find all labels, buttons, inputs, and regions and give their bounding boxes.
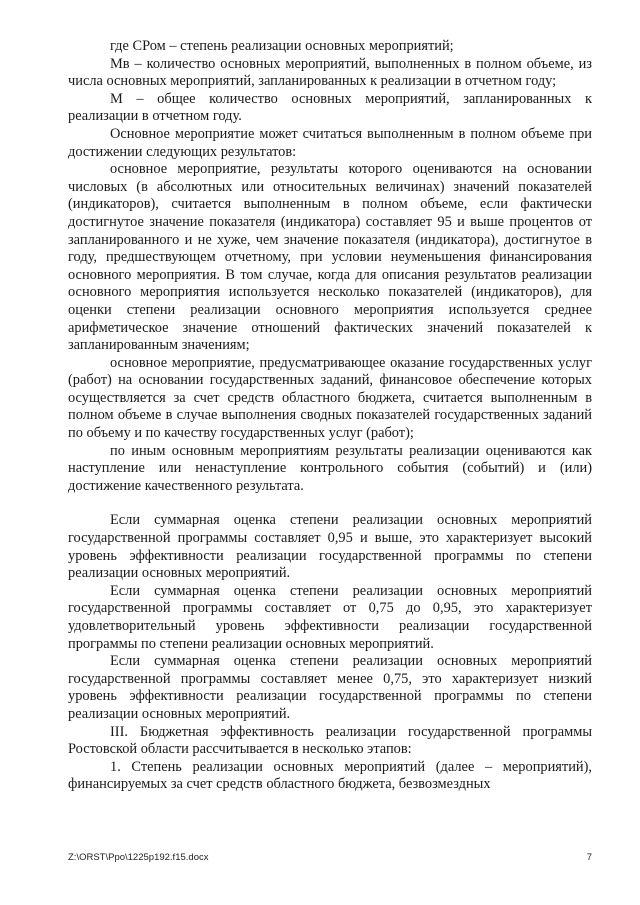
paragraph-satisfactory-efficiency: Если суммарная оценка степени реализации основных мероприятий государственной программы составляет от 0,75 до 0,95, это характеризует удовлетворительный уровень эффективности реализации государственной программы по степени реализации основных мероприятий. — [68, 582, 592, 652]
paragraph-gap — [68, 495, 592, 512]
page-footer — [68, 852, 592, 866]
paragraph-high-efficiency: Если суммарная оценка степени реализации основных мероприятий государственной программы составляет 0,95 и выше, это характеризует высокий уровень эффективности реализации государственной программы по степени реализации основных мероприятий. — [68, 512, 592, 582]
document-body — [68, 38, 592, 794]
paragraph-low-efficiency: Если суммарная оценка степени реализации основных мероприятий государственной программы составляет менее 0,75, это характеризует низкий уровень эффективности реализации государственной программы по степени реализации основных мероприятий. — [68, 653, 592, 722]
page-number: 7 — [586, 852, 592, 863]
paragraph-step-one: 1. Степень реализации основных мероприятий (далее – мероприятий), финансируемых за счет средств областного бюджета, безвозмездных — [68, 758, 592, 793]
paragraph-other-measures: по иным основным мероприятиям результаты реализации оцениваются как наступление или ненаступление контрольного события (событий) и (или) достижение качественного результата. — [68, 442, 592, 494]
paragraph-budget-efficiency: III. Бюджетная эффективность реализации государственной программы Ростовской области рассчитывается в несколько этапов: — [68, 723, 592, 758]
paragraph-state-services: основное мероприятие, предусматривающее оказание государственных услуг (работ) на основании государственных заданий, финансовое обеспечение которых осуществляется за счет средств областного бюджета, считается выполненным в полном объеме в случае выполнения сводных показателей государственных заданий по объему и по качеству государственных услуг (работ); — [68, 354, 592, 442]
paragraph-definition-mv: Мв – количество основных мероприятий, выполненных в полном объеме, из числа основных мероприятий, запланированных к реализации в отчетном году; — [68, 55, 592, 90]
paragraph-definition-srom: где СРом – степень реализации основных мероприятий; — [110, 38, 454, 54]
paragraph-completion-criteria: Основное мероприятие может считаться выполненным в полном объеме при достижении следующих результатов: — [68, 125, 592, 160]
paragraph-numeric-indicators: основное мероприятие, результаты которого оцениваются на основании числовых (в абсолютных или относительных величинах) значений показателей (индикаторов), считается выполненным в полном объеме, если фактически достигнутое значение показателя (индикатора) составляет 95 и выше процентов от запланированного и не хуже, чем значение показателя (индикатора), достигнутое в году, предшествующем отчетному, при условии неуменьшения финансирования основного мероприятия. В том случае, когда для описания результатов реализации основного мероприятия используется несколько показателей (индикаторов), для оценки степени реализации основного мероприятия используется среднее арифметическое значение отношений фактических значений показателей к запланированным значениям; — [68, 161, 592, 354]
footer-file-path: Z:\ORST\Ppo\1225p192.f15.docx — [68, 852, 209, 863]
paragraph-definition-m: М – общее количество основных мероприятий, запланированных к реализации в отчетном году. — [68, 90, 592, 125]
